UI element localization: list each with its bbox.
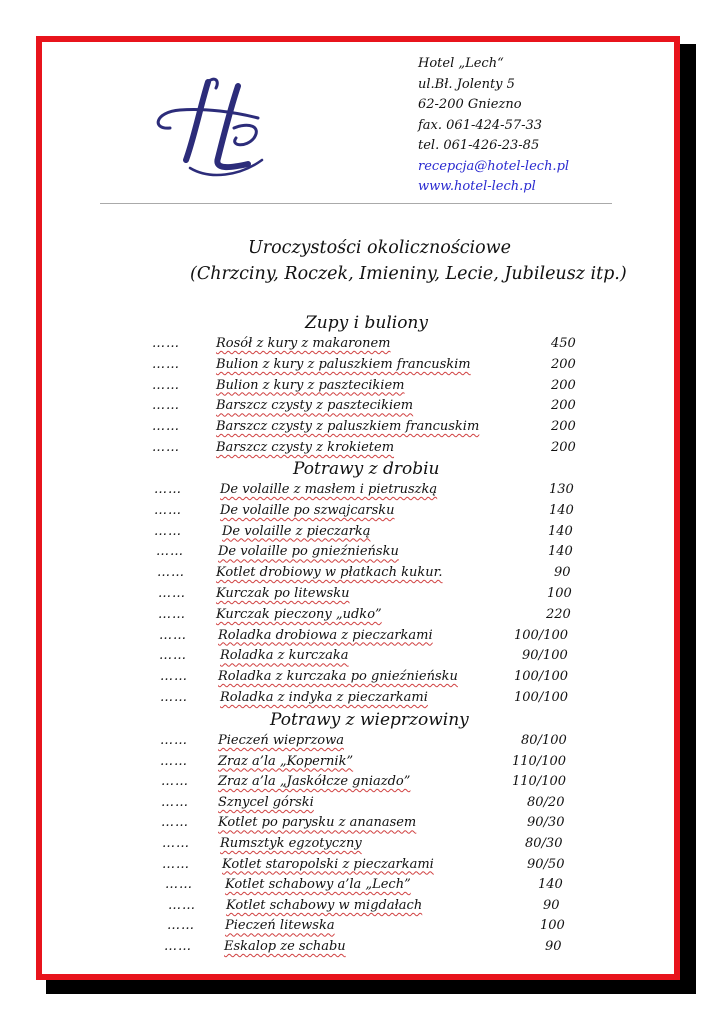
section-title-soups: Zupy i buliony <box>305 313 428 333</box>
dish-name: Kurczak po litewsku <box>216 586 350 601</box>
dish-price: 100/100 <box>514 690 569 705</box>
dish-price: 200 <box>551 356 576 372</box>
dish-price: 100/100 <box>514 669 569 685</box>
dish-price: 90 <box>554 565 571 581</box>
menu-item-row <box>154 482 609 502</box>
leader-dots: …… <box>160 669 188 685</box>
menu-item-row <box>152 440 611 460</box>
dish-name: Zraz a’la „Jaskółcze gniazdo” <box>218 774 411 790</box>
dish-price: 200 <box>551 440 576 455</box>
leader-dots: …… <box>156 544 184 560</box>
hotel-logo-hl <box>150 68 275 183</box>
dish-price: 90/50 <box>527 856 565 872</box>
dish-name: Pieczeń wieprzowa <box>218 733 344 748</box>
dish-price: 110/100 <box>512 753 567 769</box>
dish-name: Eskalop ze schabu <box>224 939 346 954</box>
menu-item-row <box>160 754 572 774</box>
dish-name: Kotlet schabowy a’la „Lech” <box>225 877 411 893</box>
dish-name: Roladka z indyka z pieczarkami <box>220 690 428 705</box>
menu-item-row <box>167 918 600 938</box>
menu-item-row <box>160 690 574 710</box>
dish-price: 220 <box>546 606 571 622</box>
dish-name: De volaille z masłem i pietruszką <box>220 482 438 497</box>
leader-dots: …… <box>152 440 180 455</box>
dish-price: 200 <box>551 377 576 393</box>
leader-dots: …… <box>152 336 180 351</box>
dish-name: Roladka drobiowa z pieczarkami <box>218 627 433 643</box>
menu-item-row <box>162 836 585 856</box>
leader-dots: …… <box>152 356 180 372</box>
leader-dots: …… <box>165 877 193 893</box>
dish-name: Zraz a’la „Kopernik” <box>218 753 354 769</box>
dish-price: 100/100 <box>514 627 569 643</box>
dish-price: 140 <box>549 502 574 518</box>
leader-dots: …… <box>154 502 182 518</box>
dish-price: 90/100 <box>522 648 568 664</box>
menu-item-row <box>161 795 587 815</box>
dish-name: Sznycel górski <box>218 794 314 810</box>
leader-dots: …… <box>161 774 189 790</box>
leader-dots: …… <box>160 733 188 748</box>
leader-dots: …… <box>164 939 192 954</box>
dish-price: 80/100 <box>521 733 567 748</box>
dish-name: Rumsztyk egzotyczny <box>220 836 362 851</box>
dish-price: 140 <box>548 544 573 560</box>
menu-item-row <box>156 544 608 564</box>
dish-name: Bulion z kury z paluszkiem francuskim <box>216 356 471 372</box>
dish-name: Kotlet schabowy w migdałach <box>226 897 423 913</box>
dish-name: Kurczak pieczony „udko” <box>216 606 382 622</box>
dish-name: De volaille po szwajcarsku <box>220 502 395 518</box>
dish-name: Bulion z kury z pasztecikiem <box>216 377 405 393</box>
dish-price: 200 <box>551 419 576 435</box>
leader-dots: …… <box>162 836 190 851</box>
dish-name: Roladka z kurczaka po gnieźnieńsku <box>218 669 458 685</box>
menu-item-row <box>162 857 587 877</box>
menu-item-row <box>154 503 609 523</box>
website-link[interactable]: www.hotel-lech.pl <box>418 179 536 194</box>
dish-name: Kotlet staropolski z pieczarkami <box>222 856 434 872</box>
leader-dots: …… <box>168 897 196 913</box>
section-title-poultry: Potrawy z drobiu <box>293 459 440 479</box>
dish-price: 100 <box>540 918 565 934</box>
dish-name: Kotlet po parysku z ananasem <box>218 815 417 831</box>
dish-price: 130 <box>549 482 574 497</box>
dish-price: 80/30 <box>525 836 563 851</box>
dish-name: Roladka z kurczaka <box>220 648 349 664</box>
leader-dots: …… <box>158 606 186 622</box>
menu-item-row <box>161 774 572 794</box>
heading-line-2: (Chrzciny, Roczek, Imieniny, Lecie, Jubileusz itp.) <box>190 264 627 284</box>
hotel-fax: fax. 061-424-57-33 <box>418 117 543 133</box>
hotel-street: ul.Bł. Jolenty 5 <box>418 76 515 92</box>
leader-dots: …… <box>152 377 180 393</box>
dish-price: 140 <box>548 523 573 539</box>
email-link[interactable]: recepcja@hotel-lech.pl <box>418 158 570 174</box>
heading-line-1: Uroczystości okolicznościowe <box>248 238 511 258</box>
dish-price: 140 <box>538 877 563 893</box>
menu-item-row <box>152 378 611 398</box>
dish-name: Barszcz czysty z paluszkiem francuskim <box>216 419 480 435</box>
hotel-contact-block <box>418 54 569 198</box>
leader-dots: …… <box>159 627 187 643</box>
menu-item-row <box>159 648 582 668</box>
dish-price: 90 <box>543 897 560 913</box>
dish-price: 110/100 <box>512 774 567 790</box>
menu-item-row <box>165 877 598 897</box>
menu-item-row <box>160 733 581 753</box>
leader-dots: …… <box>167 918 195 934</box>
dish-price: 100 <box>547 586 572 601</box>
leader-dots: …… <box>158 586 186 601</box>
dish-name: De volaille po gnieźnieńsku <box>218 544 399 560</box>
leader-dots: …… <box>160 690 188 705</box>
menu-item-row <box>157 565 614 585</box>
dish-name: Rosół z kury z makaronem <box>216 336 391 351</box>
menu-item-row <box>152 419 611 439</box>
dish-price: 90/30 <box>527 815 565 831</box>
leader-dots: …… <box>160 753 188 769</box>
leader-dots: …… <box>161 794 189 810</box>
dish-name: Pieczeń litewska <box>225 918 335 934</box>
dish-name: Barszcz czysty z krokietem <box>216 440 395 455</box>
hotel-tel: tel. 061-426-23-85 <box>418 138 540 153</box>
leader-dots: …… <box>157 565 185 581</box>
dish-price: 80/20 <box>527 794 565 810</box>
leader-dots: …… <box>152 419 180 435</box>
hotel-name: Hotel „Lech“ <box>418 56 504 71</box>
leader-dots: …… <box>152 398 180 414</box>
leader-dots: …… <box>154 523 182 539</box>
menu-item-row <box>160 669 574 689</box>
menu-item-row <box>158 607 606 627</box>
menu-item-row <box>161 815 587 835</box>
section-title-pork: Potrawy z wieprzowiny <box>270 710 469 730</box>
menu-item-row <box>154 524 608 544</box>
menu-item-row <box>158 586 607 606</box>
hotel-city: 62-200 Gniezno <box>418 97 522 112</box>
menu-item-row <box>152 336 611 356</box>
menu-item-row <box>168 898 603 918</box>
menu-item-row <box>152 398 611 418</box>
header-divider <box>100 203 612 204</box>
leader-dots: …… <box>161 815 189 831</box>
dish-name: De volaille z pieczarką <box>222 523 371 539</box>
dish-name: Barszcz czysty z pasztecikiem <box>216 398 414 414</box>
dish-price: 90 <box>545 939 562 954</box>
leader-dots: …… <box>154 482 182 497</box>
dish-price: 200 <box>551 398 576 414</box>
dish-name: Kotlet drobiowy w płatkach kukur. <box>216 565 443 581</box>
menu-item-row <box>159 628 574 648</box>
leader-dots: …… <box>162 856 190 872</box>
leader-dots: …… <box>159 648 187 664</box>
menu-item-row <box>164 939 605 959</box>
dish-price: 450 <box>551 336 576 351</box>
menu-item-row <box>152 357 611 377</box>
